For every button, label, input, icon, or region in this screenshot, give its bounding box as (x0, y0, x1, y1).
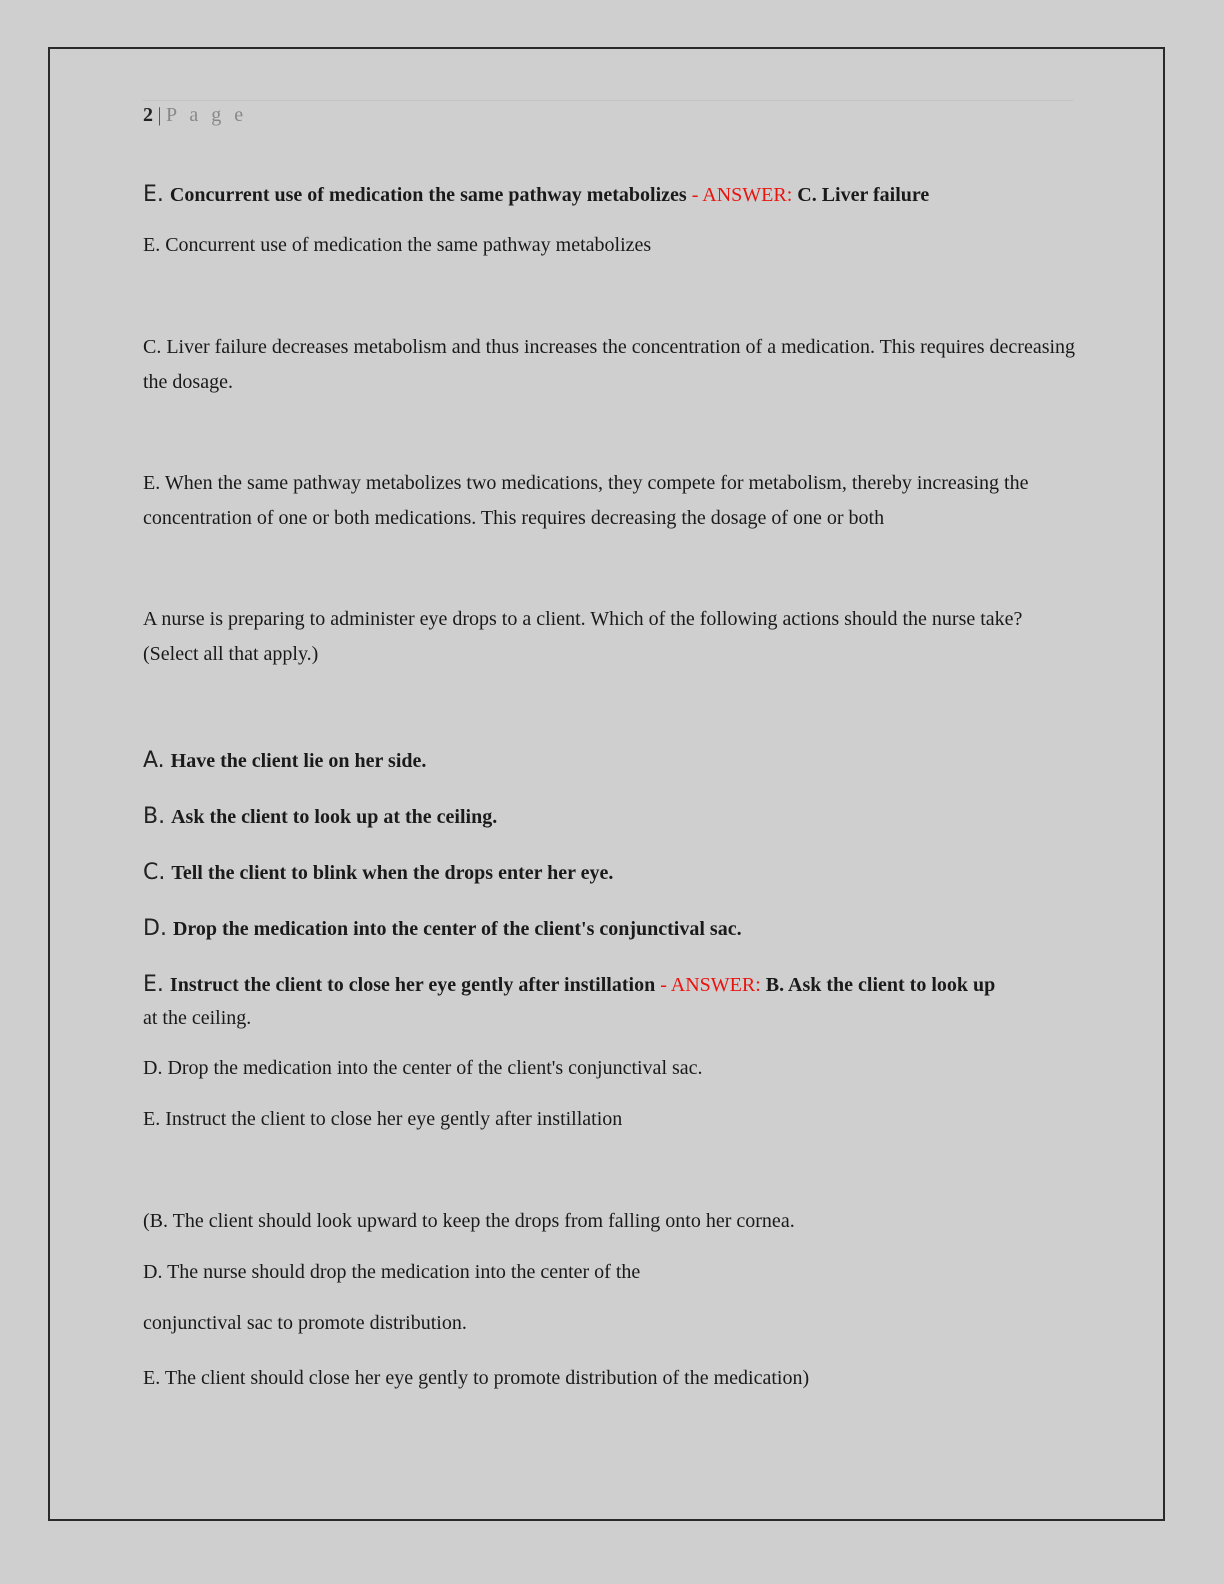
option-text: Have the client lie on her side. (170, 750, 427, 772)
header-rule (143, 100, 1073, 101)
page-number: 2 (143, 104, 154, 126)
page-frame (48, 47, 1165, 1521)
q2-answer-b-continued: at the ceiling. (143, 1007, 252, 1029)
option-letter: A. (143, 748, 165, 773)
option-letter: E. (143, 972, 164, 997)
q2-answer-d: D. Drop the medication into the center of the client's conjunctival sac. (143, 1057, 703, 1079)
q2-answer-e: E. Instruct the client to close her eye gently after instillation (143, 1108, 623, 1130)
q2-option-a (143, 743, 426, 779)
option-text: Instruct the client to close her eye gently after instillation (169, 974, 656, 996)
q2-option-d (143, 911, 742, 947)
q2-rationale-e: E. The client should close her eye gently to promote distribution of the medication) (143, 1367, 810, 1389)
page-header (143, 104, 247, 127)
q1-rationale-e: E. When the same pathway metabolizes two medications, they compete for metabolism, thereby increasing the concentration of one or both medications. This requires decreasing the dosage of one or both (143, 472, 1029, 529)
q2-rationale-d: D. The nurse should drop the medication into the center of the (143, 1261, 641, 1283)
q1-option-e (143, 177, 929, 213)
option-letter: E. (143, 182, 164, 207)
q2-option-c (143, 855, 613, 891)
option-text: Concurrent use of medication the same pathway metabolizes (169, 184, 687, 206)
q2-rationale-b: (B. The client should look upward to keep the drops from falling onto her cornea. (143, 1210, 795, 1232)
answer-text: C. Liver failure (797, 184, 930, 206)
option-text: Drop the medication into the center of the client's conjunctival sac. (172, 918, 742, 940)
q2-option-b (143, 799, 497, 835)
option-letter: D. (143, 916, 167, 941)
option-letter: C. (143, 860, 166, 885)
option-letter: B. (143, 804, 166, 829)
header-separator: | (157, 104, 163, 126)
q1-answer-repeat-e: E. Concurrent use of medication the same pathway metabolizes (143, 234, 652, 256)
answer-text: B. Ask the client to look up (765, 974, 996, 996)
q2-stem: A nurse is preparing to administer eye drops to a client. Which of the following actions should the nurse take? (Select all that apply.) (143, 608, 1023, 665)
option-text: Tell the client to blink when the drops enter her eye. (171, 862, 614, 884)
answer-tag: - ANSWER: (660, 974, 761, 996)
q1-rationale-c: C. Liver failure decreases metabolism and thus increases the concentration of a medication. This requires decreasing the dosage. (143, 336, 1076, 393)
q2-option-e (143, 967, 995, 1003)
answer-tag: - ANSWER: (691, 184, 793, 206)
option-text: Ask the client to look up at the ceiling. (171, 806, 498, 828)
page-word: P a g e (166, 104, 248, 126)
q2-rationale-d-continued: conjunctival sac to promote distribution. (143, 1312, 467, 1334)
